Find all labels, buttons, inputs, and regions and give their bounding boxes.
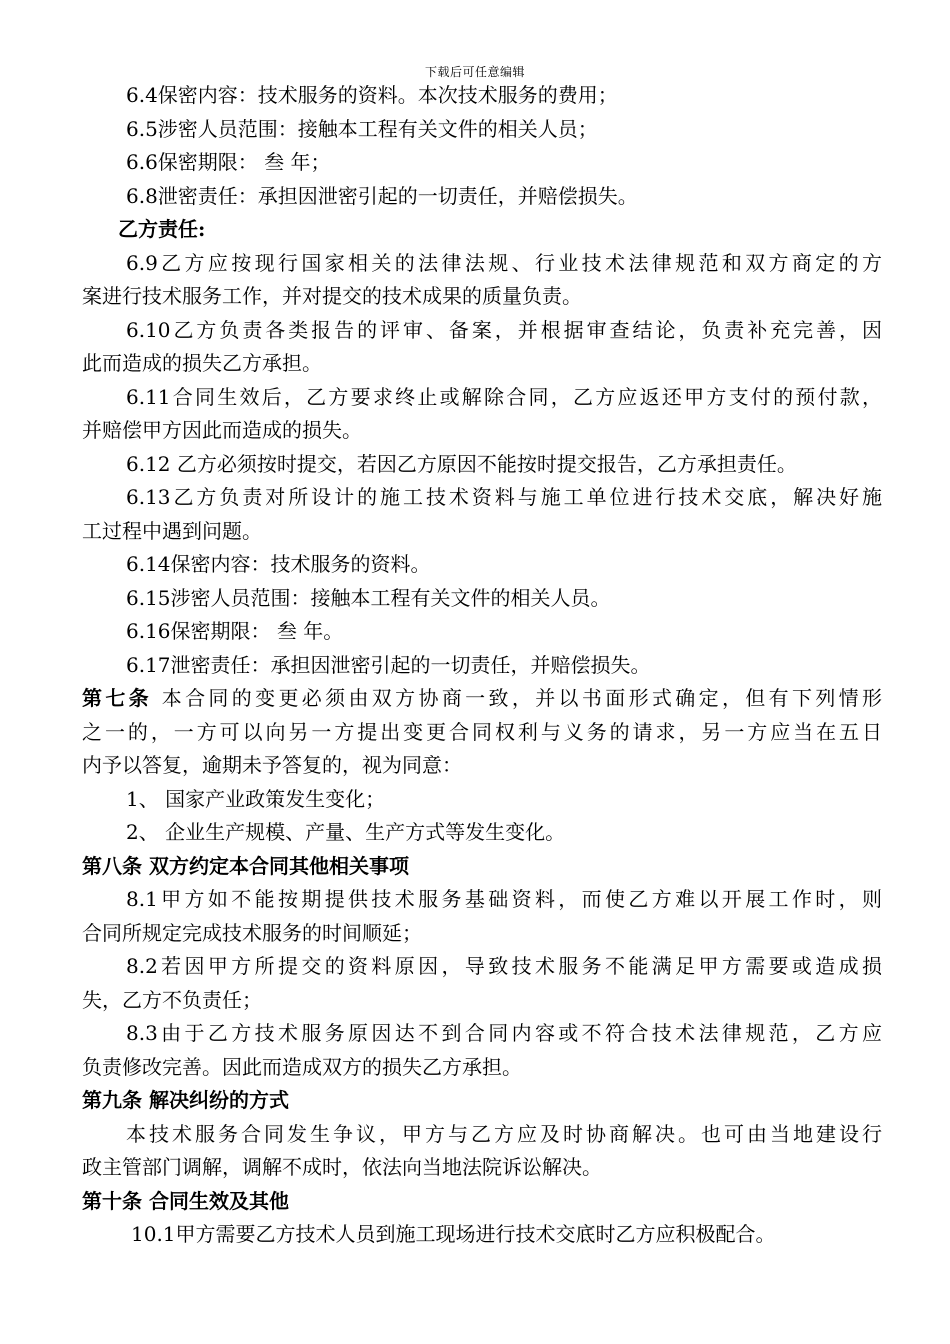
article-7-line-3: 内予以答复，逾期未予答复的，视为同意： (82, 753, 462, 777)
clause-6-9-line-2: 案进行技术服务工作，并对提交的技术成果的质量负责。 (82, 284, 582, 308)
clause-6-9-line-1: 6.9乙方应按现行国家相关的法律法规、行业技术法律规范和双方商定的方 (126, 250, 882, 275)
clause-6-13-line-1: 6.13乙方负责对所设计的施工技术资料与施工单位进行技术交底，解决好施 (126, 485, 882, 509)
clause-6-12: 6.12 乙方必须按时提交，若因乙方原因不能按时提交报告，乙方承担责任。 (126, 451, 797, 476)
clause-10-1: 10.1甲方需要乙方技术人员到施工现场进行技术交底时乙方应积极配合。 (131, 1222, 776, 1246)
document-body (82, 79, 882, 1252)
clause-8-3-line-2: 负责修改完善。因此而造成双方的损失乙方承担。 (82, 1054, 522, 1079)
clause-6-11-line-2: 并赔偿甲方因此而造成的损失。 (82, 418, 362, 442)
page-header: 下载后可任意编辑 (424, 65, 525, 79)
clause-8-2-line-2: 失，乙方不负责任； (82, 987, 262, 1012)
article-7-item-2: 2、 企业生产规模、产量、生产方式等发生变化。 (126, 820, 566, 844)
clause-8-1-line-2: 合同所规定完成技术服务的时间顺延； (82, 920, 422, 945)
clause-6-5: 6.5涉密人员范围：接触本工程有关文件的相关人员； (126, 116, 598, 141)
clause-6-17: 6.17泄密责任：承担因泄密引起的一切责任，并赔偿损失。 (126, 652, 651, 677)
clause-6-4: 6.4保密内容：技术服务的资料。本次技术服务的费用； (126, 83, 618, 107)
clause-6-10-line-2: 此而造成的损失乙方承担。 (82, 351, 322, 375)
party-b-heading: 乙方责任: (118, 217, 206, 241)
article-9-line-2: 政主管部门调解，调解不成时，依法向当地法院诉讼解决。 (82, 1155, 602, 1179)
clause-6-14: 6.14保密内容：技术服务的资料。 (126, 552, 431, 576)
clause-8-2-line-1: 8.2若因甲方所提交的资料原因，导致技术服务不能满足甲方需要或造成损 (126, 954, 882, 978)
clause-6-16: 6.16保密期限： 叁 年。 (126, 619, 344, 643)
clause-8-3-line-1: 8.3由于乙方技术服务原因达不到合同内容或不符合技术法律规范，乙方应 (126, 1021, 882, 1045)
clause-6-6: 6.6保密期限： 叁 年； (126, 150, 331, 174)
clause-6-13-line-2: 工过程中遇到问题。 (82, 518, 262, 543)
clause-6-11-line-1: 6.11合同生效后，乙方要求终止或解除合同，乙方应返还甲方支付的预付款， (126, 384, 882, 409)
clause-6-15: 6.15涉密人员范围：接触本工程有关文件的相关人员。 (126, 585, 611, 610)
article-7-line-2: 之一的，一方可以向另一方提出变更合同权利与义务的请求，另一方应当在五日 (82, 719, 882, 744)
article-8-title: 第八条 双方约定本合同其他相关事项 (82, 853, 409, 878)
article-7-line-1 (82, 682, 882, 716)
article-7-text: 本合同的变更必须由双方协商一致，并以书面形式确定，但有下列情形 (152, 686, 882, 710)
article-7-title: 第七条 (82, 686, 153, 710)
article-10-title: 第十条 合同生效及其他 (82, 1188, 289, 1213)
article-9-title: 第九条 解决纠纷的方式 (82, 1088, 289, 1112)
article-9-line-1: 本技术服务合同发生争议，甲方与乙方应及时协商解决。也可由当地建设行 (126, 1121, 882, 1146)
clause-6-10-line-1: 6.10乙方负责各类报告的评审、备案，并根据审查结论，负责补充完善，因 (126, 317, 882, 342)
clause-8-1-line-1: 8.1甲方如不能按期提供技术服务基础资料，而使乙方难以开展工作时，则 (126, 887, 882, 911)
clause-6-8: 6.8泄密责任：承担因泄密引起的一切责任，并赔偿损失。 (126, 183, 638, 208)
article-7-item-1: 1、 国家产业政策发生变化； (126, 786, 386, 811)
